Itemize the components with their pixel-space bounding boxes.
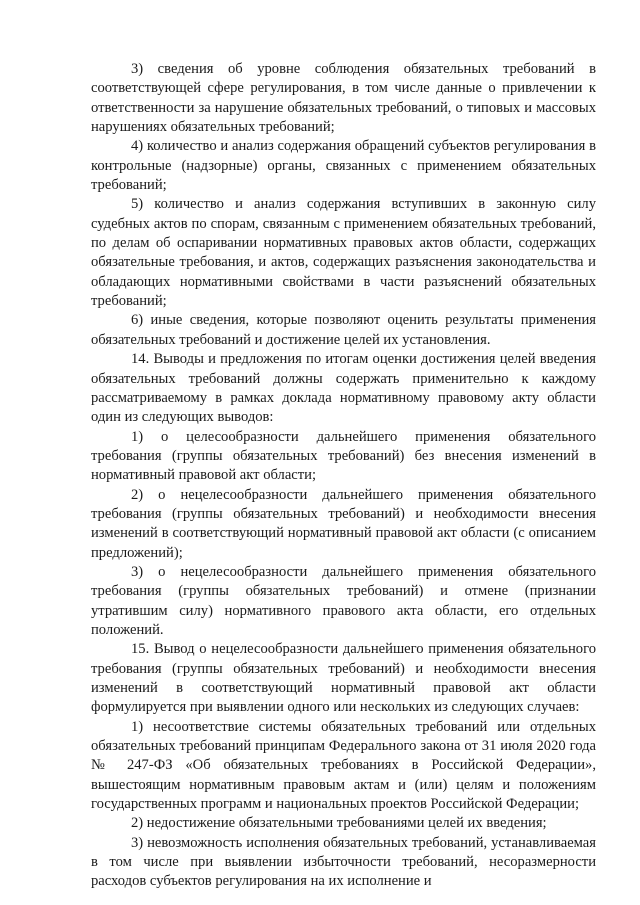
- paragraph-conclusion-3: 3) о нецелесообразности дальнейшего применения обязательного требования (группы обязательных требований) и отмене (признании утратившим силу) нормативного правового акта области, его отдельных положений.: [91, 563, 596, 638]
- paragraph-case-2: 2) недостижение обязательными требованиями целей их введения;: [131, 815, 547, 832]
- paragraph-section-14: 14. Выводы и предложения по итогам оценки достижения целей введения обязательных требований должны содержать применительно к каждому рассматриваемому в рамках доклада нормативному правовому акту области один из следующих выводов:: [91, 351, 596, 426]
- paragraph-item-4-appeals: 4) количество и анализ содержания обращений субъектов регулирования в контрольные (надзорные) органы, связанных с применением обязательных требований;: [91, 138, 596, 194]
- paragraph-section-15: 15. Вывод о нецелесообразности дальнейшего применения обязательного требования (группы обязательных требований) и необходимости внесения изменений в соответствующий нормативный правовой акт области формулируется при выявлении одного или нескольких из следующих случаев:: [91, 641, 596, 716]
- paragraph-conclusion-1: 1) о целесообразности дальнейшего применения обязательного требования (группы обязательных требований) без внесения изменений в нормативный правовой акт области;: [91, 428, 596, 484]
- paragraph-case-1: 1) несоответствие системы обязательных требований или отдельных обязательных требований принципам Федерального закона от 31 июля 2020 года № 247-ФЗ «Об обязательных требованиях в Российской Федерации», вышестоящим нормативным правовым актам и (или) целям и положениям государственных программ и национальных проектов Российской Федерации;: [91, 718, 596, 813]
- paragraph-item-3-info-compliance: 3) сведения об уровне соблюдения обязательных требований в соответствующей сфере регулирования, в том числе данные о привлечении к ответственности за нарушение обязательных требований, о типовых и массовых нарушениях обязательных требований;: [91, 61, 596, 136]
- paragraph-conclusion-2: 2) о нецелесообразности дальнейшего применения обязательного требования (группы обязательных требований) и необходимости внесения изменений в соответствующий нормативный правовой акт области (с описанием предложений);: [91, 486, 596, 561]
- paragraph-item-5-court-acts: 5) количество и анализ содержания вступивших в законную силу судебных актов по спорам, связанным с применением обязательных требований, по делам об оспаривании нормативных правовых актов области, содержащих обязательные требования, и актов, содержащих разъяснения законодательства и обладающих нормативными свойствами в части разъяснений обязательных требований;: [91, 196, 596, 310]
- paragraph-item-6-other-info: 6) иные сведения, которые позволяют оценить результаты применения обязательных требований и достижение целей их установления.: [91, 312, 596, 348]
- document-body: [91, 60, 596, 892]
- paragraph-case-3: 3) невозможность исполнения обязательных требований, устанавливаемая в том числе при выявлении избыточности требований, несоразмерности расходов субъектов регулирования на их исполнение и: [91, 834, 596, 890]
